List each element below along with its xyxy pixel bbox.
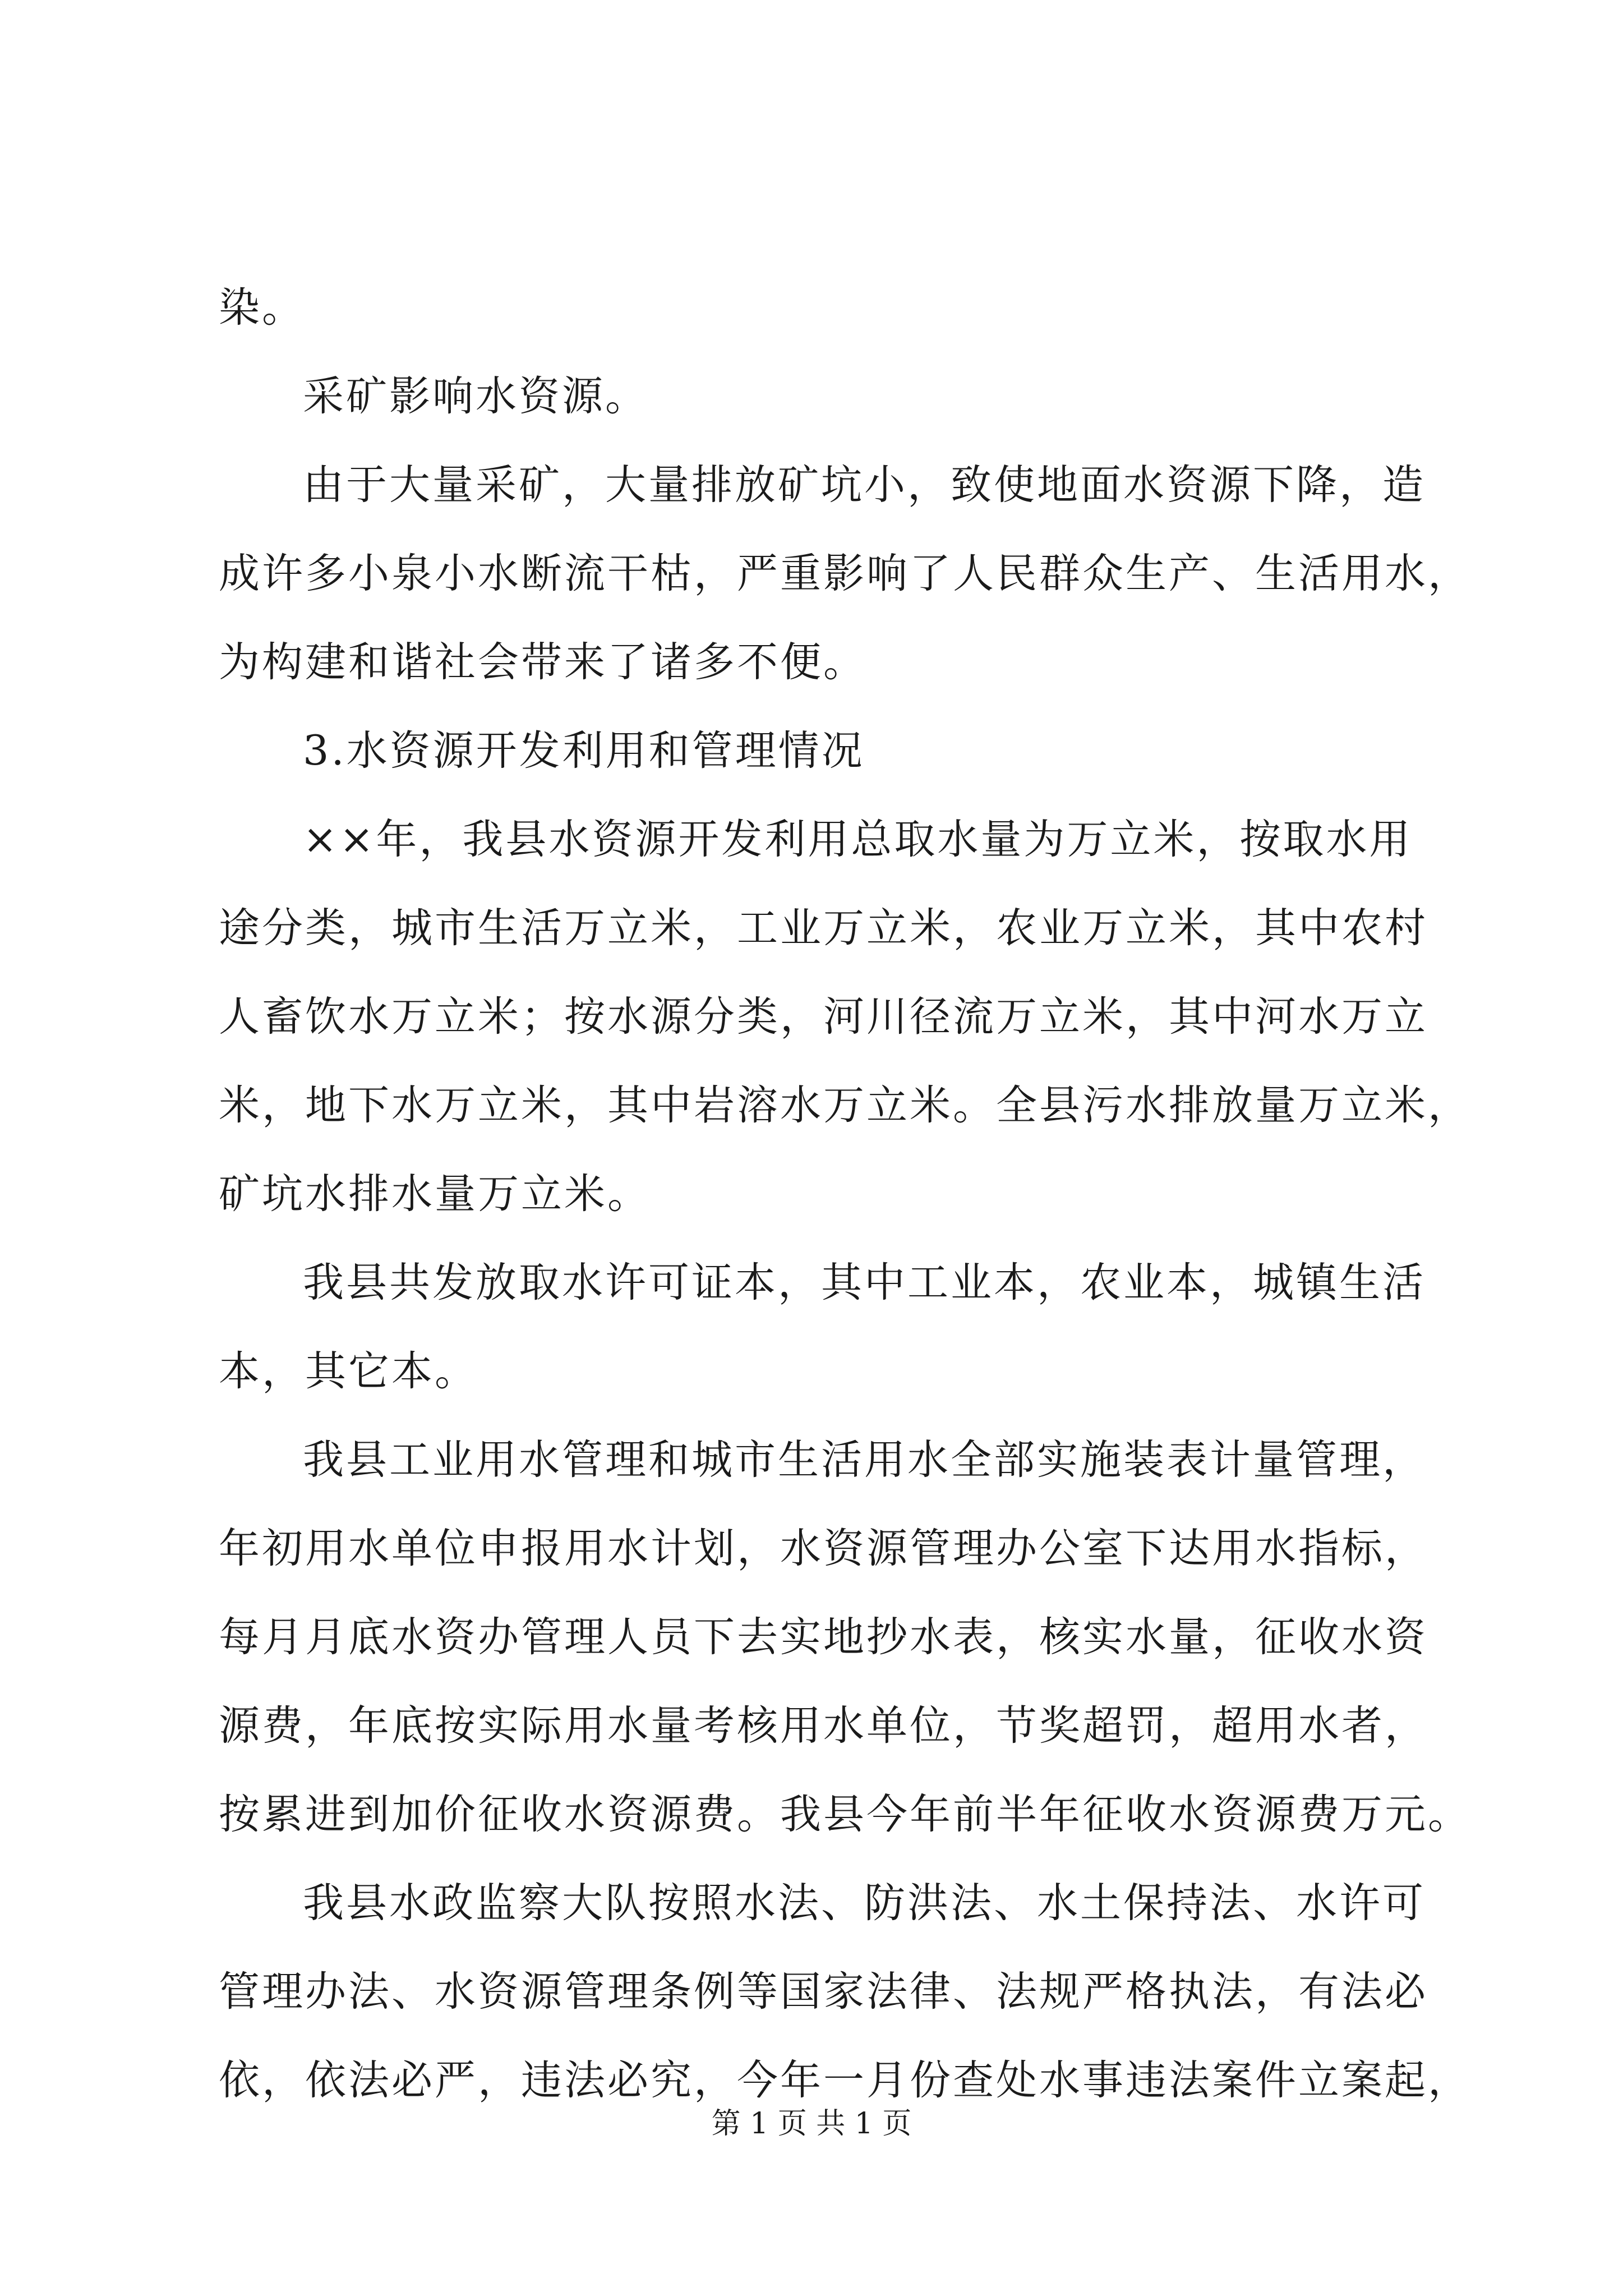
text-line: ××年，我县水资源开发利用总取水量为万立米，按取水用	[303, 816, 1413, 863]
text-line: 途分类，城市生活万立米，工业万立米，农业万立米，其中农村	[219, 904, 1428, 952]
text-line: 依，依法必严，违法必究，今年一月份查处水事违法案件立案起，	[219, 2056, 1471, 2104]
text-line: 采矿影响水资源。	[303, 372, 648, 420]
text-line: 染。	[219, 284, 305, 332]
text-line: 我县工业用水管理和城市生活用水全部实施装表计量管理，	[303, 1436, 1426, 1484]
document-body	[219, 264, 1471, 2125]
section-heading: 3.水资源开发利用和管理情况	[303, 727, 865, 775]
text-line: 矿坑水排水量万立米。	[219, 1170, 651, 1218]
page-number-footer: 第 1 页 共 1 页	[711, 2107, 912, 2141]
text-line: 由于大量采矿，大量排放矿坑小，致使地面水资源下降，造	[303, 461, 1426, 509]
text-line: 本，其它本。	[219, 1347, 478, 1395]
text-line: 管理办法、水资源管理条例等国家法律、法规严格执法，有法必	[219, 1968, 1428, 2016]
text-line: 我县共发放取水许可证本，其中工业本，农业本，城镇生活	[303, 1259, 1426, 1306]
text-line: 米，地下水万立米，其中岩溶水万立米。全县污水排放量万立米，	[219, 1082, 1471, 1129]
text-line: 源费，年底按实际用水量考核用水单位，节奖超罚，超用水者，	[219, 1702, 1428, 1750]
text-line: 为构建和谐社会带来了诸多不便。	[219, 638, 866, 686]
text-line: 按累进到加价征收水资源费。我县今年前半年征收水资源费万元。	[219, 1791, 1471, 1838]
text-line: 成许多小泉小水断流干枯，严重影响了人民群众生产、生活用水，	[219, 550, 1471, 597]
text-line: 我县水政监察大队按照水法、防洪法、水土保持法、水许可	[303, 1879, 1426, 1927]
text-line: 人畜饮水万立米；按水源分类，河川径流万立米，其中河水万立	[219, 993, 1428, 1041]
text-line: 每月月底水资办管理人员下去实地抄水表，核实水量，征收水资	[219, 1613, 1428, 1661]
text-line: 年初用水单位申报用水计划，水资源管理办公室下达用水指标，	[219, 1525, 1428, 1572]
